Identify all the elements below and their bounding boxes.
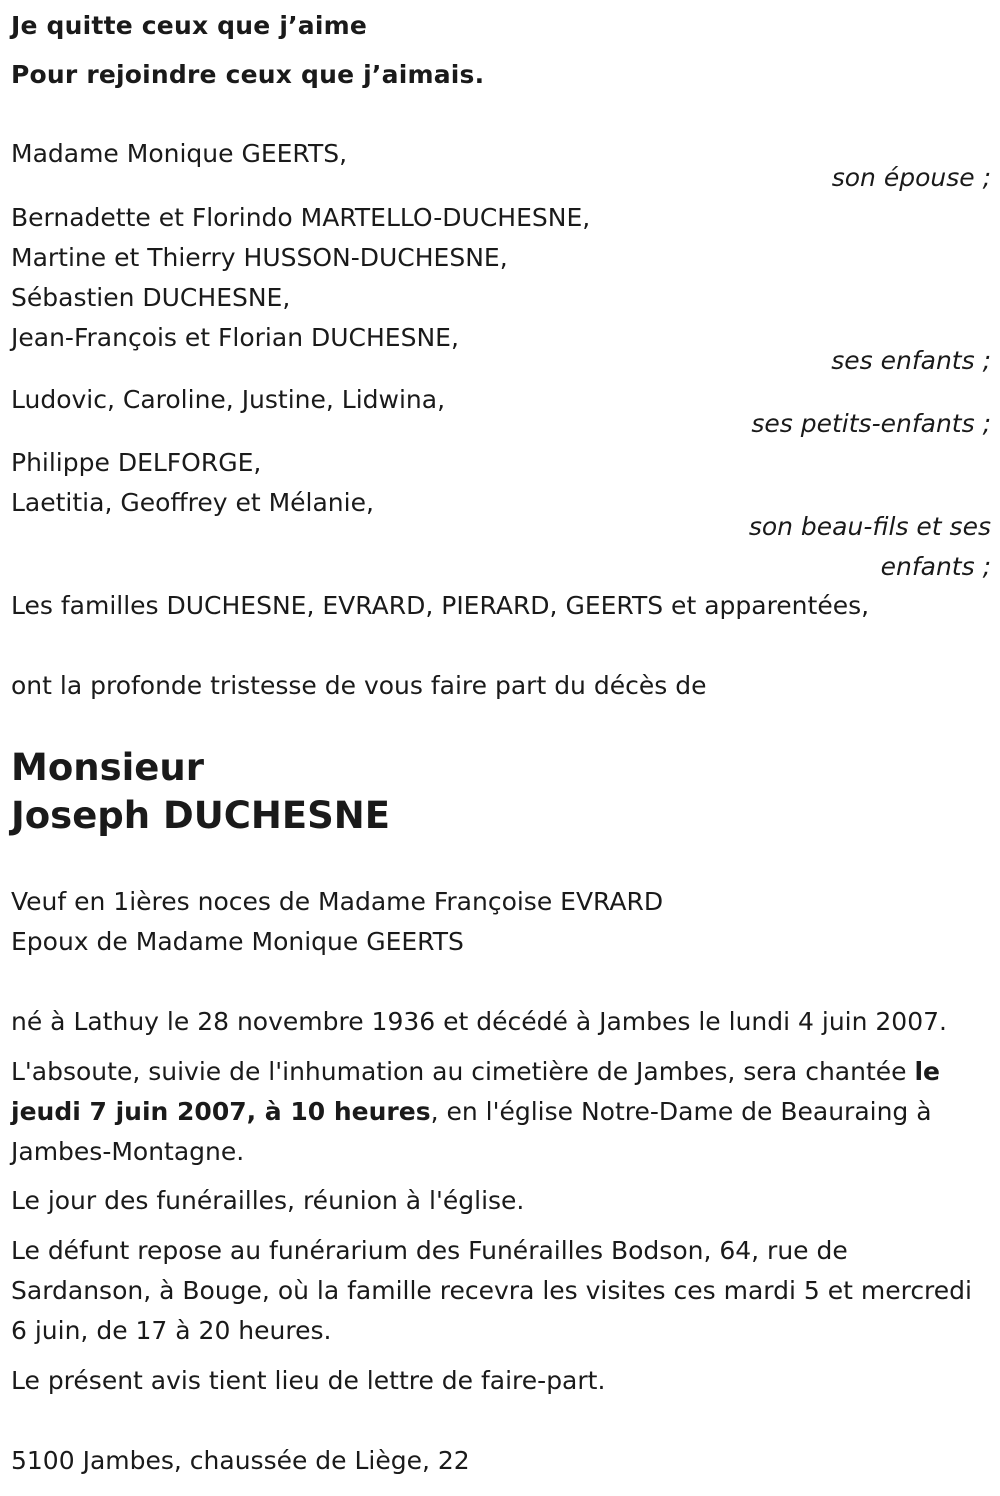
stepson-line-2: Laetitia, Geoffrey et Mélanie, <box>11 488 374 517</box>
widower-line: Veuf en 1ières noces de Madame Françoise EVRARD <box>11 887 664 916</box>
child-line-1: Bernadette et Florindo MARTELLO-DUCHESNE, <box>11 203 591 232</box>
stepson-relation-line-1: son beau-fils et ses <box>748 512 991 541</box>
ceremony-text-after: , en l'église Notre-Dame de Beauraing à Jambes-Montagne. <box>11 1097 932 1166</box>
child-line-2: Martine et Thierry HUSSON-DUCHESNE, <box>11 243 508 272</box>
child-line-4: Jean-François et Florian DUCHESNE, <box>11 323 459 352</box>
stepson-line-1: Philippe DELFORGE, <box>11 448 262 477</box>
repose-paragraph: Le défunt repose au funérarium des Funérailles Bodson, 64, rue de Sardanson, à Bouge, où la famille recevra les visites ces mardi 5 et mercredi 6 juin, de 17 à 20 heures. <box>11 1236 972 1345</box>
ceremony-paragraph <box>11 1052 991 1172</box>
spouse-relation: son épouse ; <box>831 163 991 192</box>
spouse-line: Epoux de Madame Monique GEERTS <box>11 927 464 956</box>
grandchildren-relation: ses petits-enfants ; <box>751 409 991 438</box>
birth-death-line: né à Lathuy le 28 novembre 1936 et décédé à Jambes le lundi 4 juin 2007. <box>11 1007 947 1036</box>
grandchildren-names: Ludovic, Caroline, Justine, Lidwina, <box>11 385 446 414</box>
child-line-3: Sébastien DUCHESNE, <box>11 283 291 312</box>
spouse-name: Madame Monique GEERTS, <box>11 139 348 168</box>
notice-line: Le présent avis tient lieu de lettre de faire-part. <box>11 1366 606 1395</box>
ceremony-date-time: le jeudi 7 juin 2007, à 10 heures <box>11 1057 940 1126</box>
announcement-line: ont la profonde tristesse de vous faire part du décès de <box>11 671 707 700</box>
stepson-relation-line-2: enfants ; <box>880 552 991 581</box>
address-line: 5100 Jambes, chaussée de Liège, 22 <box>11 1446 470 1475</box>
families-line: Les familles DUCHESNE, EVRARD, PIERARD, GEERTS et apparentées, <box>11 591 870 620</box>
deceased-title: Monsieur <box>11 746 204 789</box>
meeting-line: Le jour des funérailles, réunion à l'église. <box>11 1186 525 1215</box>
children-relation: ses enfants ; <box>831 346 991 375</box>
epigraph-line-2: Pour rejoindre ceux que j’aimais. <box>11 60 485 89</box>
epigraph-line-1: Je quitte ceux que j’aime <box>11 11 368 40</box>
ceremony-text-before: L'absoute, suivie de l'inhumation au cimetière de Jambes, sera chantée <box>11 1057 915 1086</box>
deceased-name: Joseph DUCHESNE <box>11 794 391 837</box>
